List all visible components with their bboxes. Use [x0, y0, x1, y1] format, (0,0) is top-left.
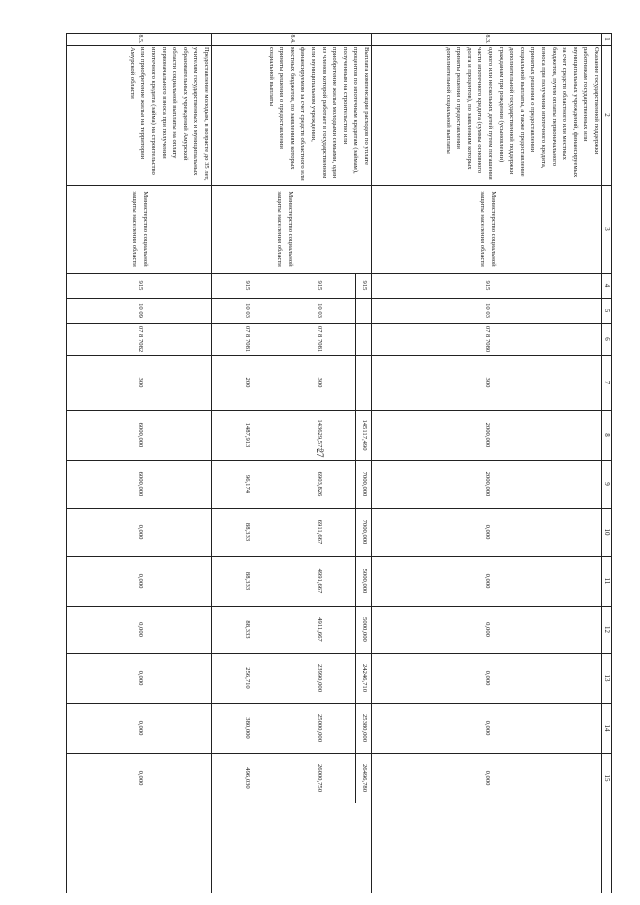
cell-c7: 300 [136, 377, 144, 388]
cell-c8: 145117,490 [361, 419, 369, 451]
cell-c6: 07 8 7081 [244, 325, 252, 353]
cell-c15: 0,000 [136, 770, 144, 786]
page-number: 27 [315, 448, 325, 458]
col-header: 10 [603, 528, 611, 536]
cell-c13: 0,000 [484, 670, 492, 686]
cell-c9: 7000,000 [361, 471, 369, 497]
cell-c12: 4911,667 [316, 617, 324, 642]
row-description: Оказание государственной поддержки работникам государственных или муниципальных учреждений, финансируемых за счет средств областного или местных бюджетов, путем оплаты первоначального взноса при получении ипотечного кредита, принятых решения о предоставлении социальной выплаты, а также предоставление дополнительной государственной поддержки гражданам при рождении (усыновлении) одного или нескольких детей путем погашения части ипотечного кредита (суммы основного долга и процентов), по заявлениям которых приняты решения о предоставлении дополнительной социальной выплаты [444, 47, 600, 180]
cell-c10: 0,000 [136, 524, 144, 540]
col-header: 14 [603, 724, 611, 732]
col-header: 11 [603, 577, 611, 585]
cell-c11: 0,000 [136, 573, 144, 589]
cell-c7: 200 [244, 377, 252, 388]
cell-c6: 07 8 7082 [136, 325, 144, 353]
col-header: 6 [603, 337, 611, 341]
cell-c11: 4991,667 [316, 568, 324, 594]
cell-c14: 380,000 [244, 717, 252, 739]
cell-c12: 5000,000 [361, 617, 369, 642]
col-header: 12 [603, 626, 611, 633]
cell-c5: 10 03 [484, 303, 492, 318]
col-header: 1 [603, 37, 611, 41]
cell-c5: 10 03 [316, 303, 324, 318]
cell-c10: 0,000 [484, 524, 492, 540]
cell-c13: 24246,710 [361, 663, 369, 693]
cell-c12: 88,333 [244, 620, 252, 639]
cell-c10: 88,333 [244, 522, 252, 542]
cell-c14: 0,000 [484, 720, 492, 736]
cell-c6: 07 8 7081 [316, 325, 324, 353]
cell-c12: 0,000 [136, 622, 144, 637]
col-header: 8 [603, 433, 611, 437]
row-number: 8.4. [289, 34, 296, 44]
cell-c11: 5000,000 [361, 568, 369, 594]
cell-c8: 143629,577 [316, 419, 324, 451]
cell-c10: 7000,000 [361, 519, 369, 545]
cell-c15: 26000,750 [316, 763, 324, 793]
row-description: Предоставление молодым, в возрасте до 35 лет, учителям государственных и муниципальных образовательных учреждений Амурской области социальной выплаты на оплату первоначального взноса при получении ипотечного кредита (займа) на строительство или приобретение жилья на территории Амурской области [128, 47, 210, 181]
cell-c14: 0,000 [136, 720, 144, 736]
col-header: 4 [603, 283, 611, 288]
cell-c9: 6000,000 [136, 471, 144, 497]
row-number: 8.5. [136, 34, 143, 44]
row-organization: Министерство социальной защиты населения области [479, 191, 497, 267]
row-organization: Министерство социальной защиты населения области [276, 191, 294, 267]
cell-c15: 0,000 [484, 770, 492, 786]
cell-c7: 300 [484, 377, 492, 388]
cell-c4: 915 [361, 280, 369, 291]
cell-c9: 2000,000 [484, 471, 492, 497]
cell-c13: 23990,000 [316, 663, 324, 693]
cell-c13: 0,000 [136, 670, 144, 686]
cell-c7: 300 [316, 377, 324, 388]
row-organization: Министерство социальной защиты населения области [131, 191, 150, 267]
cell-c4: 915 [244, 280, 252, 291]
row-description: Выплата компенсации расходов по уплате процентов по ипотечным кредитам (займам), полученным на строительство или приобретение жилья молодыми семьями, один из членов которой работает в государственном или муниципальном учреждении, финансируемом за счет средств областного или местных бюджетов, по заявлениям которых приняты решения о предоставлении социальной выплаты [267, 47, 370, 181]
cell-c11: 88,333 [244, 571, 252, 591]
row-number: 8.3. [484, 34, 491, 44]
cell-c5: 10 03 [244, 303, 252, 318]
cell-c4: 915 [316, 280, 324, 291]
col-header: 2 [603, 113, 611, 117]
cell-c8: 2000,000 [484, 422, 492, 448]
cell-c11: 0,000 [484, 573, 492, 589]
cell-c14: 25380,000 [361, 713, 369, 743]
cell-c6: 07 8 7080 [484, 325, 492, 353]
cell-c5: 10 09 [136, 303, 144, 318]
col-header: 7 [603, 380, 611, 385]
col-header: 13 [603, 674, 611, 682]
col-header: 3 [603, 227, 611, 231]
cell-c13: 256,710 [244, 667, 252, 689]
rotated-table [67, 33, 612, 893]
cell-c4: 915 [136, 280, 144, 291]
col-header: 9 [603, 482, 611, 486]
cell-c10: 6911,667 [316, 519, 324, 545]
col-header: 5 [603, 308, 611, 313]
cell-c9: 96,174 [244, 474, 252, 494]
cell-c8: 1487,913 [244, 422, 252, 448]
cell-c15: 496,030 [244, 767, 252, 789]
cell-c4: 915 [484, 280, 492, 291]
cell-c12: 0,000 [484, 622, 492, 637]
cell-c9: 6903,826 [316, 471, 324, 497]
col-header: 15 [603, 774, 611, 782]
cell-c8: 6000,000 [136, 422, 144, 448]
cell-c15: 26496,780 [361, 763, 369, 793]
cell-c14: 25000,000 [316, 713, 324, 743]
